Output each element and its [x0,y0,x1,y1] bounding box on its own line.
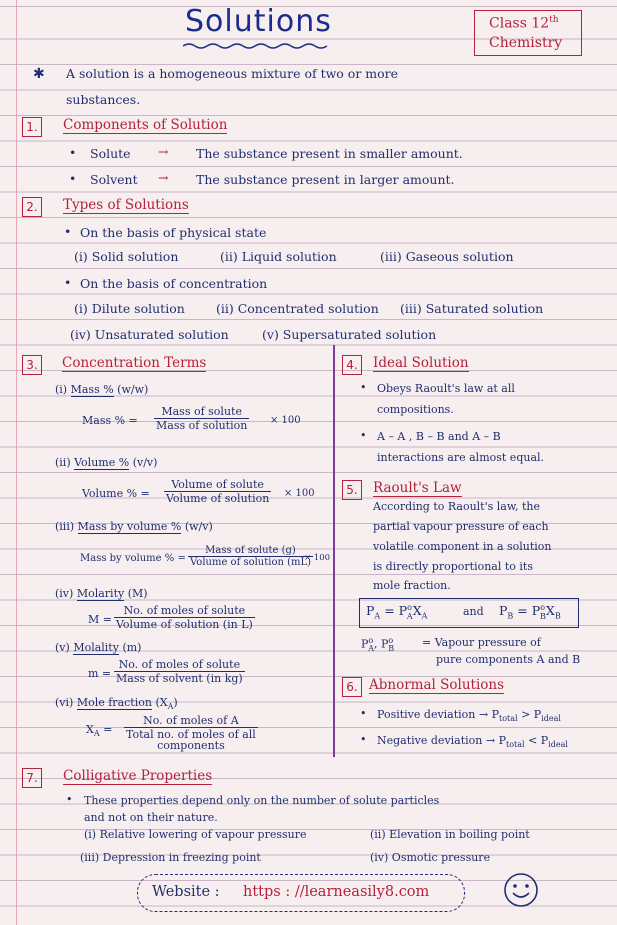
gaseous-solution: (iii) Gaseous solution [380,249,514,264]
relative-lowering: (i) Relative lowering of vapour pressure [84,828,307,841]
section-2-heading: Types of Solutions [63,197,189,213]
section-5-number: 5. [342,480,362,500]
raoult-line-5: mole fraction. [373,579,451,592]
ideal-bullet-2-line-2: interactions are almost equal. [377,451,545,464]
mass-percent-label: (i) Mass % (w/w) [55,383,149,396]
intro-line-2: substances. [66,92,141,107]
vapour-pressure-symbols: $P^o_A$, $P^o_B$ [361,636,395,653]
section-1-heading: Components of Solution [63,117,228,133]
volume-percent-numerator: Volume of solute [164,478,271,492]
saturated-solution: (iii) Saturated solution [400,301,544,316]
raoult-formula-and: and [463,605,484,618]
mole-fraction-denominator-2: components [157,739,225,752]
mass-percent-numerator: Mass of solute [154,405,249,419]
website-link[interactable]: https : //learneasily8.com [243,884,430,900]
section-7-heading: Colligative Properties [63,768,213,784]
physical-state-basis: On the basis of physical state [80,225,267,240]
volume-percent-fraction [164,478,271,505]
ideal-bullet-1-line-2: compositions. [377,403,454,416]
mass-percent-multiplier: × 100 [270,415,301,426]
liquid-solution: (ii) Liquid solution [220,249,337,264]
molality-fraction [114,658,245,685]
mole-fraction-lhs: $X_A$ = [86,723,113,739]
section-3-number: 3. [22,355,42,375]
molarity-lhs: M = [88,613,112,626]
concentration-basis: On the basis of concentration [80,276,268,291]
mass-by-volume-multiplier: × 100 [304,553,331,563]
molality-lhs: m = [88,667,112,680]
dot-bullet-icon: • [360,429,367,442]
dot-bullet-icon: • [69,145,77,160]
smiley-icon [503,872,539,908]
class-badge [474,10,582,56]
dilute-solution: (i) Dilute solution [74,301,185,316]
dot-bullet-icon: • [360,707,367,720]
column-divider [333,345,335,757]
solute-description: The substance present in smaller amount. [196,146,463,161]
molarity-numerator: No. of moles of solute [114,604,255,618]
mass-by-volume-fraction [188,545,313,568]
raoult-line-1: According to Raoult's law, the [373,500,540,513]
section-7-number: 7. [22,768,42,788]
osmotic-pressure: (iv) Osmotic pressure [370,851,491,864]
dot-bullet-icon: • [360,381,367,394]
mass-by-volume-denominator: Volume of solution (mL) [190,557,312,568]
solid-solution: (i) Solid solution [74,249,179,264]
intro-line-1: A solution is a homogeneous mixture of two or more [66,66,399,81]
section-6-number: 6. [342,677,362,697]
arrow-right-icon: → [158,170,169,185]
section-4-heading: Ideal Solution [373,355,469,371]
mole-fraction-denominator-1: Total no. of moles of all [126,728,256,741]
section-3-heading: Concentration Terms [62,355,207,371]
dot-bullet-icon: • [360,733,367,746]
mass-percent-fraction [154,405,249,432]
supersaturated-solution: (v) Supersaturated solution [262,327,437,342]
arrow-right-icon: → [158,144,169,159]
page-title: Solutions [185,4,332,39]
page-margin-line [16,0,17,925]
title-underline-icon [183,42,329,50]
molarity-fraction [114,604,255,631]
mole-fraction-label: (vi) Mole fraction $(X_A)$ [55,696,178,712]
molality-numerator: No. of moles of solute [114,658,245,672]
negative-deviation: Negative deviation → $P_{total} < P_{ideal}$ [377,734,568,750]
depression-freezing-point: (iii) Depression in freezing point [80,851,261,864]
section-2-number: 2. [22,197,42,217]
mass-by-volume-label: (iii) Mass by volume % (w/v) [55,520,213,533]
section-4-number: 4. [342,355,362,375]
solvent-term: Solvent [90,172,138,187]
volume-percent-denominator: Volume of solution [166,492,270,505]
molality-denominator: Mass of solvent (in kg) [116,672,243,685]
subject-label: Chemistry [489,34,563,51]
molarity-label: (iv) Molarity (M) [55,587,148,600]
ideal-bullet-1-line-1: Obeys Raoult's law at all [377,382,515,395]
dot-bullet-icon: • [69,171,77,186]
volume-percent-multiplier: × 100 [284,488,315,499]
raoult-line-3: volatile component in a solution [373,540,552,553]
mass-by-volume-numerator: Mass of solute (g) [188,545,313,557]
molarity-denominator: Volume of solution (in L) [116,618,253,631]
asterisk-bullet-icon: ✱ [33,66,45,82]
section-1-number: 1. [22,117,42,137]
colligative-line-1: These properties depend only on the number of solute particles [84,794,440,807]
raoult-line-4: is directly proportional to its [373,560,533,573]
mole-fraction-fraction [124,714,258,752]
mole-fraction-numerator: No. of moles of A [124,714,258,728]
molality-label: (v) Molality (m) [55,641,142,654]
ideal-bullet-2-line-1: A – A , B – B and A – B [377,430,501,443]
raoult-formula-a: $P_A = P^o_AX_A$ [366,603,428,621]
concentrated-solution: (ii) Concentrated solution [216,301,379,316]
mass-percent-lhs: Mass % = [82,414,138,427]
raoult-line-2: partial vapour pressure of each [373,520,549,533]
vapour-pressure-line-1: = Vapour pressure of [422,636,541,649]
unsaturated-solution: (iv) Unsaturated solution [70,327,229,342]
positive-deviation: Positive deviation → $P_{total} > P_{ideal}$ [377,708,561,724]
mass-by-volume-lhs: Mass by volume % = [80,553,186,564]
volume-percent-label: (ii) Volume % (v/v) [55,456,158,469]
vapour-pressure-line-2: pure components A and B [436,653,581,666]
mass-percent-denominator: Mass of solution [156,419,248,432]
solvent-description: The substance present in larger amount. [196,172,455,187]
dot-bullet-icon: • [64,275,72,290]
volume-percent-lhs: Volume % = [82,487,150,500]
dot-bullet-icon: • [66,793,73,806]
solute-term: Solute [90,146,131,161]
elevation-boiling-point: (ii) Elevation in boiling point [370,828,530,841]
section-5-heading: Raoult's Law [373,480,462,496]
raoult-formula-b: $P_B = P^o_BX_B$ [499,603,561,621]
website-label: Website : [152,884,220,900]
class-label: Class 12th [489,15,559,32]
section-6-heading: Abnormal Solutions [369,677,505,693]
dot-bullet-icon: • [64,224,72,239]
colligative-line-2: and not on their nature. [84,811,218,824]
